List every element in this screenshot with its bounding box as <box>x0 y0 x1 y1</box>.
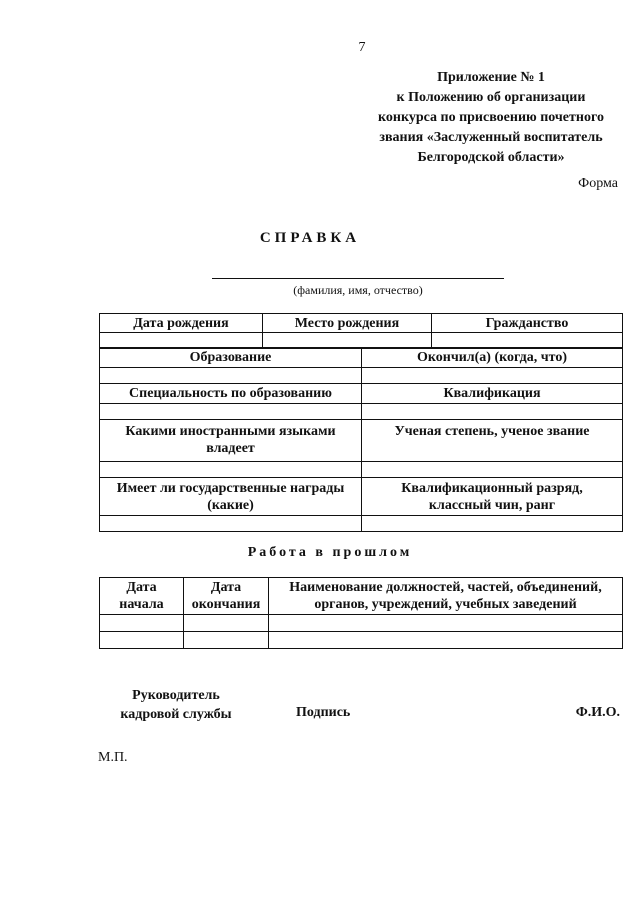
citizenship-header: Гражданство <box>432 314 623 333</box>
full-name-label: Ф.И.О. <box>575 705 620 720</box>
languages-header <box>100 420 362 462</box>
start-date-header <box>100 578 184 615</box>
rank-line: классный чин, ранг <box>428 497 556 513</box>
birth-place-header: Место рождения <box>263 314 432 333</box>
details-table <box>99 347 623 532</box>
positions-cell[interactable] <box>269 615 623 632</box>
birth-date-header: Дата рождения <box>100 314 263 333</box>
appendix-line: звания «Заслуженный воспитатель <box>379 130 603 145</box>
positions-line: Наименование должностей, частей, объединений, <box>289 580 602 595</box>
education-header: Образование <box>100 348 362 368</box>
education-cell[interactable] <box>100 368 362 384</box>
appendix-line: конкурса по присвоению почетного <box>378 110 604 125</box>
signature-label: Подпись <box>296 705 351 720</box>
hr-head-line: кадровой службы <box>120 707 232 722</box>
positions-line: органов, учреждений, учебных заведений <box>314 597 577 612</box>
languages-line: Какими иностранными языками <box>125 424 336 439</box>
document-title: СПРАВКА <box>259 230 361 246</box>
end-date-header <box>184 578 269 615</box>
start-date-line: Дата <box>126 580 157 595</box>
start-date-line: начала <box>119 597 164 612</box>
graduated-cell[interactable] <box>362 368 623 384</box>
start-date-cell[interactable] <box>100 615 184 632</box>
specialty-header: Специальность по образованию <box>100 384 362 404</box>
languages-line: владеет <box>206 441 255 456</box>
positions-cell[interactable] <box>269 632 623 649</box>
awards-line: (какие) <box>207 497 254 513</box>
past-work-table <box>99 577 623 649</box>
full-name-caption: (фамилия, имя, отчество) <box>293 283 423 297</box>
qualification-cell[interactable] <box>362 404 623 420</box>
form-label: Форма <box>578 176 618 191</box>
positions-header <box>269 578 623 615</box>
full-name-line[interactable] <box>212 278 504 279</box>
personal-info-table <box>99 313 623 349</box>
end-date-cell[interactable] <box>184 632 269 649</box>
appendix-line: Приложение № 1 <box>437 70 545 85</box>
specialty-cell[interactable] <box>100 404 362 420</box>
awards-cell[interactable] <box>100 516 362 532</box>
hr-head-line: Руководитель <box>132 688 220 703</box>
degree-header: Ученая степень, ученое звание <box>362 420 623 462</box>
stamp-label: М.П. <box>98 750 128 765</box>
qualification-header: Квалификация <box>362 384 623 404</box>
end-date-line: окончания <box>191 597 261 612</box>
appendix-header <box>362 68 620 168</box>
hr-head-label <box>96 686 256 724</box>
end-date-cell[interactable] <box>184 615 269 632</box>
rank-header <box>362 478 623 516</box>
page-number: 7 <box>358 40 366 55</box>
appendix-line: к Положению об организации <box>396 90 586 105</box>
past-work-title: Работа в прошлом <box>247 545 413 560</box>
awards-line: Имеет ли государственные награды <box>116 480 345 496</box>
graduated-header: Окончил(а) (когда, что) <box>362 348 623 368</box>
rank-line: Квалификационный разряд, <box>401 480 583 496</box>
languages-cell[interactable] <box>100 462 362 478</box>
appendix-line: Белгородской области» <box>417 150 565 165</box>
end-date-line: Дата <box>210 580 242 595</box>
rank-cell[interactable] <box>362 516 623 532</box>
degree-cell[interactable] <box>362 462 623 478</box>
start-date-cell[interactable] <box>100 632 184 649</box>
awards-header <box>100 478 362 516</box>
